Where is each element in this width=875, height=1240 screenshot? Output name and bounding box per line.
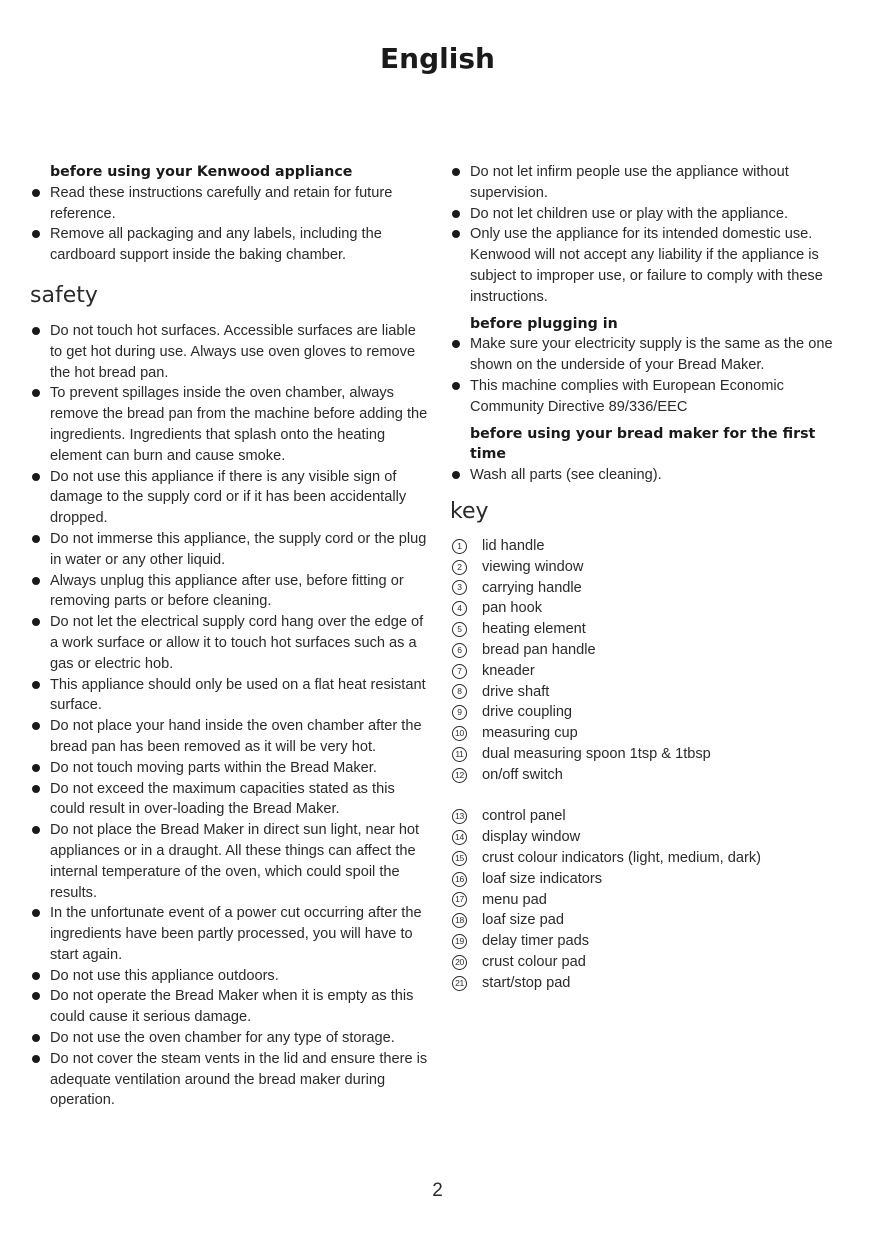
key-item xyxy=(450,744,850,765)
bullet-item: Do not exceed the maximum capacities stated as this could result in over-loading the Bread Maker. xyxy=(30,779,432,821)
bullet-item: Make sure your electricity supply is the same as the one shown on the underside of your Bread Maker. xyxy=(450,334,850,376)
key-label: display window xyxy=(482,829,581,846)
bullet-item: Do not operate the Bread Maker when it is empty as this could cause it serious damage. xyxy=(30,986,432,1028)
safety-heading: safety xyxy=(30,282,98,308)
key-label: measuring cup xyxy=(482,725,578,742)
page-title: English xyxy=(380,42,495,75)
before-first-use-list xyxy=(450,465,850,486)
before-plugging-heading: before plugging in xyxy=(470,315,618,332)
key-item xyxy=(450,973,850,994)
key-list-parts xyxy=(450,536,850,786)
key-label: carrying handle xyxy=(482,579,582,596)
bullet-item: This machine complies with European Economic Community Directive 89/336/EEC xyxy=(450,376,850,418)
key-label: viewing window xyxy=(482,558,584,575)
key-number-badge: 12 xyxy=(452,768,467,783)
safety-continued-list xyxy=(450,162,850,308)
key-number-badge: 2 xyxy=(452,560,467,575)
key-number-badge: 19 xyxy=(452,934,467,949)
bullet-item: Remove all packaging and any labels, including the cardboard support inside the baking chamber. xyxy=(30,224,432,266)
page-number: 2 xyxy=(432,1180,443,1201)
key-item xyxy=(450,869,850,890)
key-number-badge: 1 xyxy=(452,539,467,554)
key-number-badge: 4 xyxy=(452,601,467,616)
bullet-item: Do not let children use or play with the appliance. xyxy=(450,204,850,225)
key-number-badge: 3 xyxy=(452,580,467,595)
key-label: crust colour pad xyxy=(482,953,586,970)
bullet-item: Do not touch hot surfaces. Accessible surfaces are liable to get hot during use. Always use oven gloves to remove the hot bread pan. xyxy=(30,321,432,383)
key-number-badge: 9 xyxy=(452,705,467,720)
key-item xyxy=(450,702,850,723)
key-number-badge: 11 xyxy=(452,747,467,762)
key-label: drive shaft xyxy=(482,683,550,700)
key-number-badge: 21 xyxy=(452,976,467,991)
key-label: menu pad xyxy=(482,891,547,908)
key-number-badge: 6 xyxy=(452,643,467,658)
key-number-badge: 5 xyxy=(452,622,467,637)
key-label: delay timer pads xyxy=(482,933,590,950)
bullet-item: Do not use this appliance if there is any visible sign of damage to the supply cord or if it has been accidentally dropped. xyxy=(30,467,432,529)
bullet-item: Do not place your hand inside the oven chamber after the bread pan has been removed as it will be very hot. xyxy=(30,716,432,758)
key-item xyxy=(450,765,850,786)
bullet-item: Do not immerse this appliance, the supply cord or the plug in water or any other liquid. xyxy=(30,529,432,571)
key-number-badge: 20 xyxy=(452,955,467,970)
key-number-badge: 13 xyxy=(452,809,467,824)
bullet-item: Do not use the oven chamber for any type of storage. xyxy=(30,1028,432,1049)
key-number-badge: 17 xyxy=(452,892,467,907)
key-label: dual measuring spoon 1tsp & 1tbsp xyxy=(482,745,711,762)
before-plugging-list xyxy=(450,334,850,417)
key-label: drive coupling xyxy=(482,704,573,721)
key-label: bread pan handle xyxy=(482,641,596,658)
bullet-item: Always unplug this appliance after use, before fitting or removing parts or before cleaning. xyxy=(30,571,432,613)
key-item xyxy=(450,661,850,682)
key-item xyxy=(450,578,850,599)
key-item xyxy=(450,557,850,578)
key-item xyxy=(450,827,850,848)
right-column xyxy=(450,162,850,993)
key-label: crust colour indicators (light, medium, dark) xyxy=(482,849,761,866)
key-label: pan hook xyxy=(482,600,543,617)
bullet-item: To prevent spillages inside the oven chamber, always remove the bread pan from the machine before adding the ingredients. Ingredients that splash onto the heating element can burn and cause smoke. xyxy=(30,383,432,466)
key-number-badge: 16 xyxy=(452,872,467,887)
bullet-item: Do not cover the steam vents in the lid and ensure there is adequate ventilation around the bread maker during operation. xyxy=(30,1049,432,1111)
key-item xyxy=(450,536,850,557)
key-item xyxy=(450,723,850,744)
bullet-item: Do not let the electrical supply cord hang over the edge of a work surface or allow it to touch hot surfaces such as a gas or electric hob. xyxy=(30,612,432,674)
key-label: on/off switch xyxy=(482,766,563,783)
bullet-item: Do not let infirm people use the appliance without supervision. xyxy=(450,162,850,204)
key-label: kneader xyxy=(482,662,535,679)
before-using-heading: before using your Kenwood appliance xyxy=(50,164,353,180)
key-number-badge: 15 xyxy=(452,851,467,866)
key-heading: key xyxy=(450,498,489,524)
before-using-list xyxy=(30,183,432,266)
key-number-badge: 14 xyxy=(452,830,467,845)
key-item xyxy=(450,806,850,827)
bullet-item: Do not touch moving parts within the Bread Maker. xyxy=(30,758,432,779)
key-number-badge: 7 xyxy=(452,664,467,679)
bullet-item: Do not use this appliance outdoors. xyxy=(30,966,432,987)
bullet-item: In the unfortunate event of a power cut occurring after the ingredients have been partly processed, you will have to start again. xyxy=(30,903,432,965)
key-number-badge: 18 xyxy=(452,913,467,928)
key-item xyxy=(450,910,850,931)
key-item xyxy=(450,598,850,619)
left-column xyxy=(30,162,432,1111)
key-label: loaf size indicators xyxy=(482,870,603,887)
key-item xyxy=(450,952,850,973)
key-label: heating element xyxy=(482,621,586,638)
key-item xyxy=(450,619,850,640)
key-item xyxy=(450,848,850,869)
key-label: lid handle xyxy=(482,537,545,554)
safety-list xyxy=(30,321,432,1111)
key-number-badge: 10 xyxy=(452,726,467,741)
bullet-item: Only use the appliance for its intended domestic use. Kenwood will not accept any liability if the appliance is subject to improper use, or failure to comply with these instructions. xyxy=(450,224,850,307)
key-label: loaf size pad xyxy=(482,912,564,929)
key-item xyxy=(450,890,850,911)
key-list-controls xyxy=(450,806,850,993)
bullet-item: Do not place the Bread Maker in direct sun light, near hot appliances or in a draught. All these things can affect the internal temperature of the oven, which could spoil the results. xyxy=(30,820,432,903)
key-item xyxy=(450,931,850,952)
bullet-item: This appliance should only be used on a flat heat resistant surface. xyxy=(30,675,432,717)
key-item xyxy=(450,640,850,661)
bullet-item: Read these instructions carefully and retain for future reference. xyxy=(30,183,432,225)
before-first-use-heading: before using your bread maker for the first time xyxy=(470,425,816,463)
key-item xyxy=(450,682,850,703)
bullet-item: Wash all parts (see cleaning). xyxy=(450,465,850,486)
key-number-badge: 8 xyxy=(452,684,467,699)
key-label: control panel xyxy=(482,808,566,825)
key-label: start/stop pad xyxy=(482,974,571,991)
